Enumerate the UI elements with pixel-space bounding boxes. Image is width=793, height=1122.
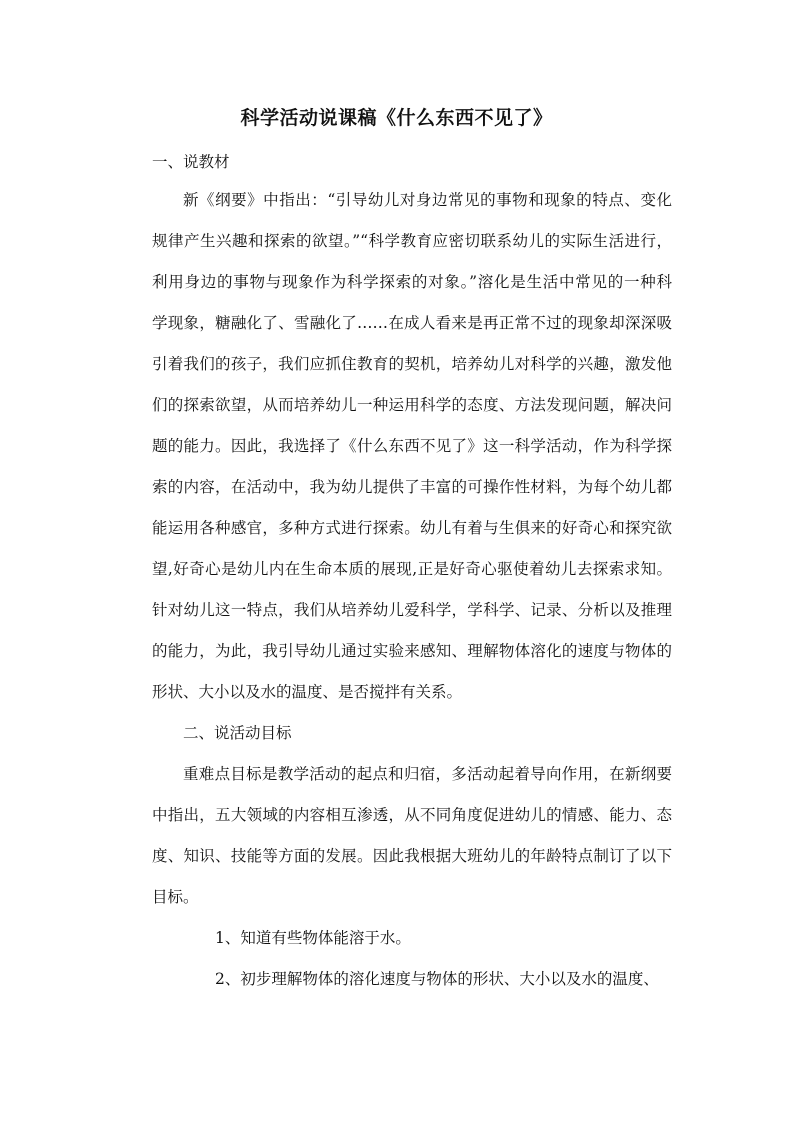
paragraph-line: 索的内容，在活动中，我为幼儿提供了丰富的可操作性材料，为每个幼儿都 (152, 478, 672, 496)
paragraph-line: 们的探索欲望，从而培养幼儿一种运用科学的态度、方法发现问题，解决问 (152, 396, 672, 414)
section-heading-teaching-material: 一、说教材 (152, 153, 230, 171)
paragraph-line: 能运用各种感官，多种方式进行探索。幼儿有着与生俱来的好奇心和探究欲 (152, 519, 672, 537)
paragraph-line: 重难点目标是教学活动的起点和归宿，多活动起着导向作用，在新纲要 (183, 765, 672, 783)
paragraph-line: 望,好奇心是幼儿内在生命本质的展现,正是好奇心驱使着幼儿去探索求知。 (152, 560, 672, 578)
goal-item: 1、知道有些物体能溶于水。 (215, 929, 411, 947)
paragraph-line: 新《纲要》中指出：“引导幼儿对身边常见的事物和现象的特点、变化 (183, 191, 672, 209)
paragraph-line: 题的能力。因此，我选择了《什么东西不见了》这一科学活动，作为科学探 (152, 437, 672, 455)
paragraph-line: 利用身边的事物与现象作为科学探索的对象。”溶化是生活中常见的一种科 (152, 273, 672, 291)
paragraph-line: 的能力，为此，我引导幼儿通过实验来感知、理解物体溶化的速度与物体的 (152, 642, 672, 660)
paragraph-line: 度、知识、技能等方面的发展。因此我根据大班幼儿的年龄特点制订了以下 (152, 847, 672, 865)
paragraph-line: 学现象，糖融化了、雪融化了……在成人看来是再正常不过的现象却深深吸 (152, 314, 672, 332)
section-heading-activity-goals: 二、说活动目标 (183, 724, 292, 742)
paragraph-line: 目标。 (152, 888, 199, 906)
document-title: 科学活动说课稿《什么东西不见了》 (240, 107, 553, 129)
goal-item: 2、初步理解物体的溶化速度与物体的形状、大小以及水的温度、 (215, 970, 659, 988)
paragraph-line: 规律产生兴趣和探索的欲望。”“科学教育应密切联系幼儿的实际生活进行， (152, 232, 672, 250)
paragraph-line: 中指出，五大领域的内容相互渗透，从不同角度促进幼儿的情感、能力、态 (152, 806, 672, 824)
paragraph-line: 形状、大小以及水的温度、是否搅拌有关系。 (152, 683, 463, 701)
paragraph-line: 引着我们的孩子，我们应抓住教育的契机，培养幼儿对科学的兴趣，激发他 (152, 355, 672, 373)
paragraph-line: 针对幼儿这一特点，我们从培养幼儿爱科学，学科学、记录、分析以及推理 (152, 601, 672, 619)
